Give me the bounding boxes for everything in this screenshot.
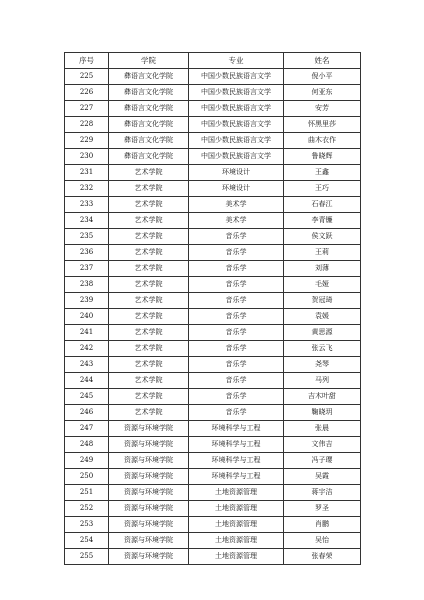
cell-major: 中国少数民族语言文学 [189, 101, 284, 117]
cell-serial-number: 250 [65, 469, 109, 485]
table-row [65, 325, 361, 341]
table-row [65, 421, 361, 437]
cell-name: 冯子璎 [284, 453, 361, 469]
table-row [65, 517, 361, 533]
table-row [65, 245, 361, 261]
cell-major: 音乐学 [189, 405, 284, 421]
cell-major: 环境设计 [189, 181, 284, 197]
cell-college: 彝语言文化学院 [109, 101, 189, 117]
cell-serial-number: 233 [65, 197, 109, 213]
cell-college: 资源与环境学院 [109, 469, 189, 485]
cell-college: 艺术学院 [109, 341, 189, 357]
cell-name: 吴霞 [284, 469, 361, 485]
table-header-row [65, 53, 361, 69]
cell-major: 环境设计 [189, 165, 284, 181]
cell-name: 尧琴 [284, 357, 361, 373]
cell-major: 音乐学 [189, 389, 284, 405]
cell-college: 艺术学院 [109, 229, 189, 245]
table-row [65, 261, 361, 277]
cell-serial-number: 247 [65, 421, 109, 437]
cell-major: 音乐学 [189, 261, 284, 277]
cell-name: 鲁晓辉 [284, 149, 361, 165]
cell-major: 音乐学 [189, 277, 284, 293]
cell-major: 中国少数民族语言文学 [189, 149, 284, 165]
table-row [65, 69, 361, 85]
cell-college: 艺术学院 [109, 277, 189, 293]
cell-name: 王巧 [284, 181, 361, 197]
table-row [65, 229, 361, 245]
student-roster-table [64, 52, 361, 565]
cell-name: 王鑫 [284, 165, 361, 181]
cell-college: 资源与环境学院 [109, 533, 189, 549]
cell-college: 资源与环境学院 [109, 549, 189, 565]
cell-college: 彝语言文化学院 [109, 117, 189, 133]
cell-college: 资源与环境学院 [109, 421, 189, 437]
cell-name: 张晨 [284, 421, 361, 437]
cell-college: 艺术学院 [109, 261, 189, 277]
cell-name: 安芳 [284, 101, 361, 117]
cell-serial-number: 236 [65, 245, 109, 261]
cell-serial-number: 228 [65, 117, 109, 133]
cell-major: 环境科学与工程 [189, 437, 284, 453]
cell-major: 音乐学 [189, 373, 284, 389]
cell-serial-number: 254 [65, 533, 109, 549]
table-row [65, 357, 361, 373]
table-row [65, 453, 361, 469]
cell-college: 资源与环境学院 [109, 453, 189, 469]
cell-serial-number: 242 [65, 341, 109, 357]
table-row [65, 149, 361, 165]
cell-serial-number: 225 [65, 69, 109, 85]
cell-college: 艺术学院 [109, 309, 189, 325]
cell-name: 肖鹏 [284, 517, 361, 533]
cell-major: 环境科学与工程 [189, 421, 284, 437]
table-row [65, 85, 361, 101]
cell-major: 美术学 [189, 197, 284, 213]
cell-college: 艺术学院 [109, 293, 189, 309]
table-row [65, 341, 361, 357]
table-row [65, 485, 361, 501]
cell-serial-number: 251 [65, 485, 109, 501]
cell-serial-number: 229 [65, 133, 109, 149]
table-row [65, 117, 361, 133]
cell-name: 刘薄 [284, 261, 361, 277]
cell-name: 张春荣 [284, 549, 361, 565]
cell-college: 彝语言文化学院 [109, 133, 189, 149]
cell-name: 吴怡 [284, 533, 361, 549]
cell-major: 音乐学 [189, 245, 284, 261]
cell-serial-number: 241 [65, 325, 109, 341]
cell-name: 贺冠琦 [284, 293, 361, 309]
table-row [65, 197, 361, 213]
cell-major: 音乐学 [189, 293, 284, 309]
table-row [65, 309, 361, 325]
cell-college: 艺术学院 [109, 357, 189, 373]
cell-name: 王莉 [284, 245, 361, 261]
table-row [65, 373, 361, 389]
cell-college: 资源与环境学院 [109, 437, 189, 453]
cell-name: 怀黑里莎 [284, 117, 361, 133]
cell-college: 资源与环境学院 [109, 501, 189, 517]
cell-name: 倪小平 [284, 69, 361, 85]
cell-college: 资源与环境学院 [109, 485, 189, 501]
table-row [65, 101, 361, 117]
header-college: 学院 [109, 53, 189, 69]
cell-college: 艺术学院 [109, 165, 189, 181]
cell-name: 曲木衣作 [284, 133, 361, 149]
cell-major: 音乐学 [189, 341, 284, 357]
cell-college: 艺术学院 [109, 325, 189, 341]
cell-major: 环境科学与工程 [189, 469, 284, 485]
cell-serial-number: 238 [65, 277, 109, 293]
cell-college: 艺术学院 [109, 213, 189, 229]
cell-college: 艺术学院 [109, 373, 189, 389]
cell-serial-number: 239 [65, 293, 109, 309]
cell-college: 艺术学院 [109, 245, 189, 261]
cell-serial-number: 231 [65, 165, 109, 181]
cell-serial-number: 248 [65, 437, 109, 453]
cell-major: 土地资源管理 [189, 533, 284, 549]
cell-name: 文伟吉 [284, 437, 361, 453]
table-row [65, 293, 361, 309]
cell-serial-number: 226 [65, 85, 109, 101]
cell-name: 石春江 [284, 197, 361, 213]
cell-college: 彝语言文化学院 [109, 149, 189, 165]
cell-name: 何亚东 [284, 85, 361, 101]
cell-major: 土地资源管理 [189, 549, 284, 565]
cell-serial-number: 243 [65, 357, 109, 373]
cell-serial-number: 227 [65, 101, 109, 117]
table-row [65, 549, 361, 565]
table-row [65, 277, 361, 293]
cell-college: 彝语言文化学院 [109, 69, 189, 85]
cell-college: 资源与环境学院 [109, 517, 189, 533]
header-name: 姓名 [284, 53, 361, 69]
table-row [65, 213, 361, 229]
cell-college: 彝语言文化学院 [109, 85, 189, 101]
table-row [65, 165, 361, 181]
cell-major: 土地资源管理 [189, 501, 284, 517]
table-row [65, 181, 361, 197]
cell-serial-number: 244 [65, 373, 109, 389]
cell-serial-number: 249 [65, 453, 109, 469]
header-major: 专业 [189, 53, 284, 69]
cell-name: 鞠晓玥 [284, 405, 361, 421]
table-row [65, 501, 361, 517]
cell-college: 艺术学院 [109, 405, 189, 421]
cell-major: 音乐学 [189, 309, 284, 325]
cell-serial-number: 230 [65, 149, 109, 165]
table-body [65, 69, 361, 565]
cell-serial-number: 245 [65, 389, 109, 405]
cell-major: 音乐学 [189, 325, 284, 341]
cell-major: 中国少数民族语言文学 [189, 117, 284, 133]
cell-serial-number: 232 [65, 181, 109, 197]
table-row [65, 405, 361, 421]
cell-serial-number: 237 [65, 261, 109, 277]
cell-name: 袁媛 [284, 309, 361, 325]
cell-serial-number: 235 [65, 229, 109, 245]
cell-serial-number: 253 [65, 517, 109, 533]
cell-name: 蒋宇洁 [284, 485, 361, 501]
cell-serial-number: 246 [65, 405, 109, 421]
cell-name: 毛娅 [284, 277, 361, 293]
cell-serial-number: 255 [65, 549, 109, 565]
cell-college: 艺术学院 [109, 197, 189, 213]
cell-college: 艺术学院 [109, 181, 189, 197]
cell-major: 音乐学 [189, 229, 284, 245]
table-row [65, 533, 361, 549]
cell-major: 土地资源管理 [189, 485, 284, 501]
cell-name: 罗圣 [284, 501, 361, 517]
cell-major: 中国少数民族语言文学 [189, 85, 284, 101]
table-row [65, 133, 361, 149]
cell-major: 环境科学与工程 [189, 453, 284, 469]
cell-major: 中国少数民族语言文学 [189, 133, 284, 149]
cell-name: 马列 [284, 373, 361, 389]
cell-serial-number: 252 [65, 501, 109, 517]
cell-name: 李青镰 [284, 213, 361, 229]
header-serial-number: 序号 [65, 53, 109, 69]
table-row [65, 469, 361, 485]
cell-major: 中国少数民族语言文学 [189, 69, 284, 85]
cell-name: 张云飞 [284, 341, 361, 357]
cell-serial-number: 234 [65, 213, 109, 229]
table-row [65, 437, 361, 453]
cell-college: 艺术学院 [109, 389, 189, 405]
cell-major: 音乐学 [189, 357, 284, 373]
cell-major: 土地资源管理 [189, 517, 284, 533]
table-row [65, 389, 361, 405]
cell-major: 美术学 [189, 213, 284, 229]
cell-name: 黄思源 [284, 325, 361, 341]
cell-serial-number: 240 [65, 309, 109, 325]
cell-name: 吉木叶甜 [284, 389, 361, 405]
cell-name: 侯文跃 [284, 229, 361, 245]
